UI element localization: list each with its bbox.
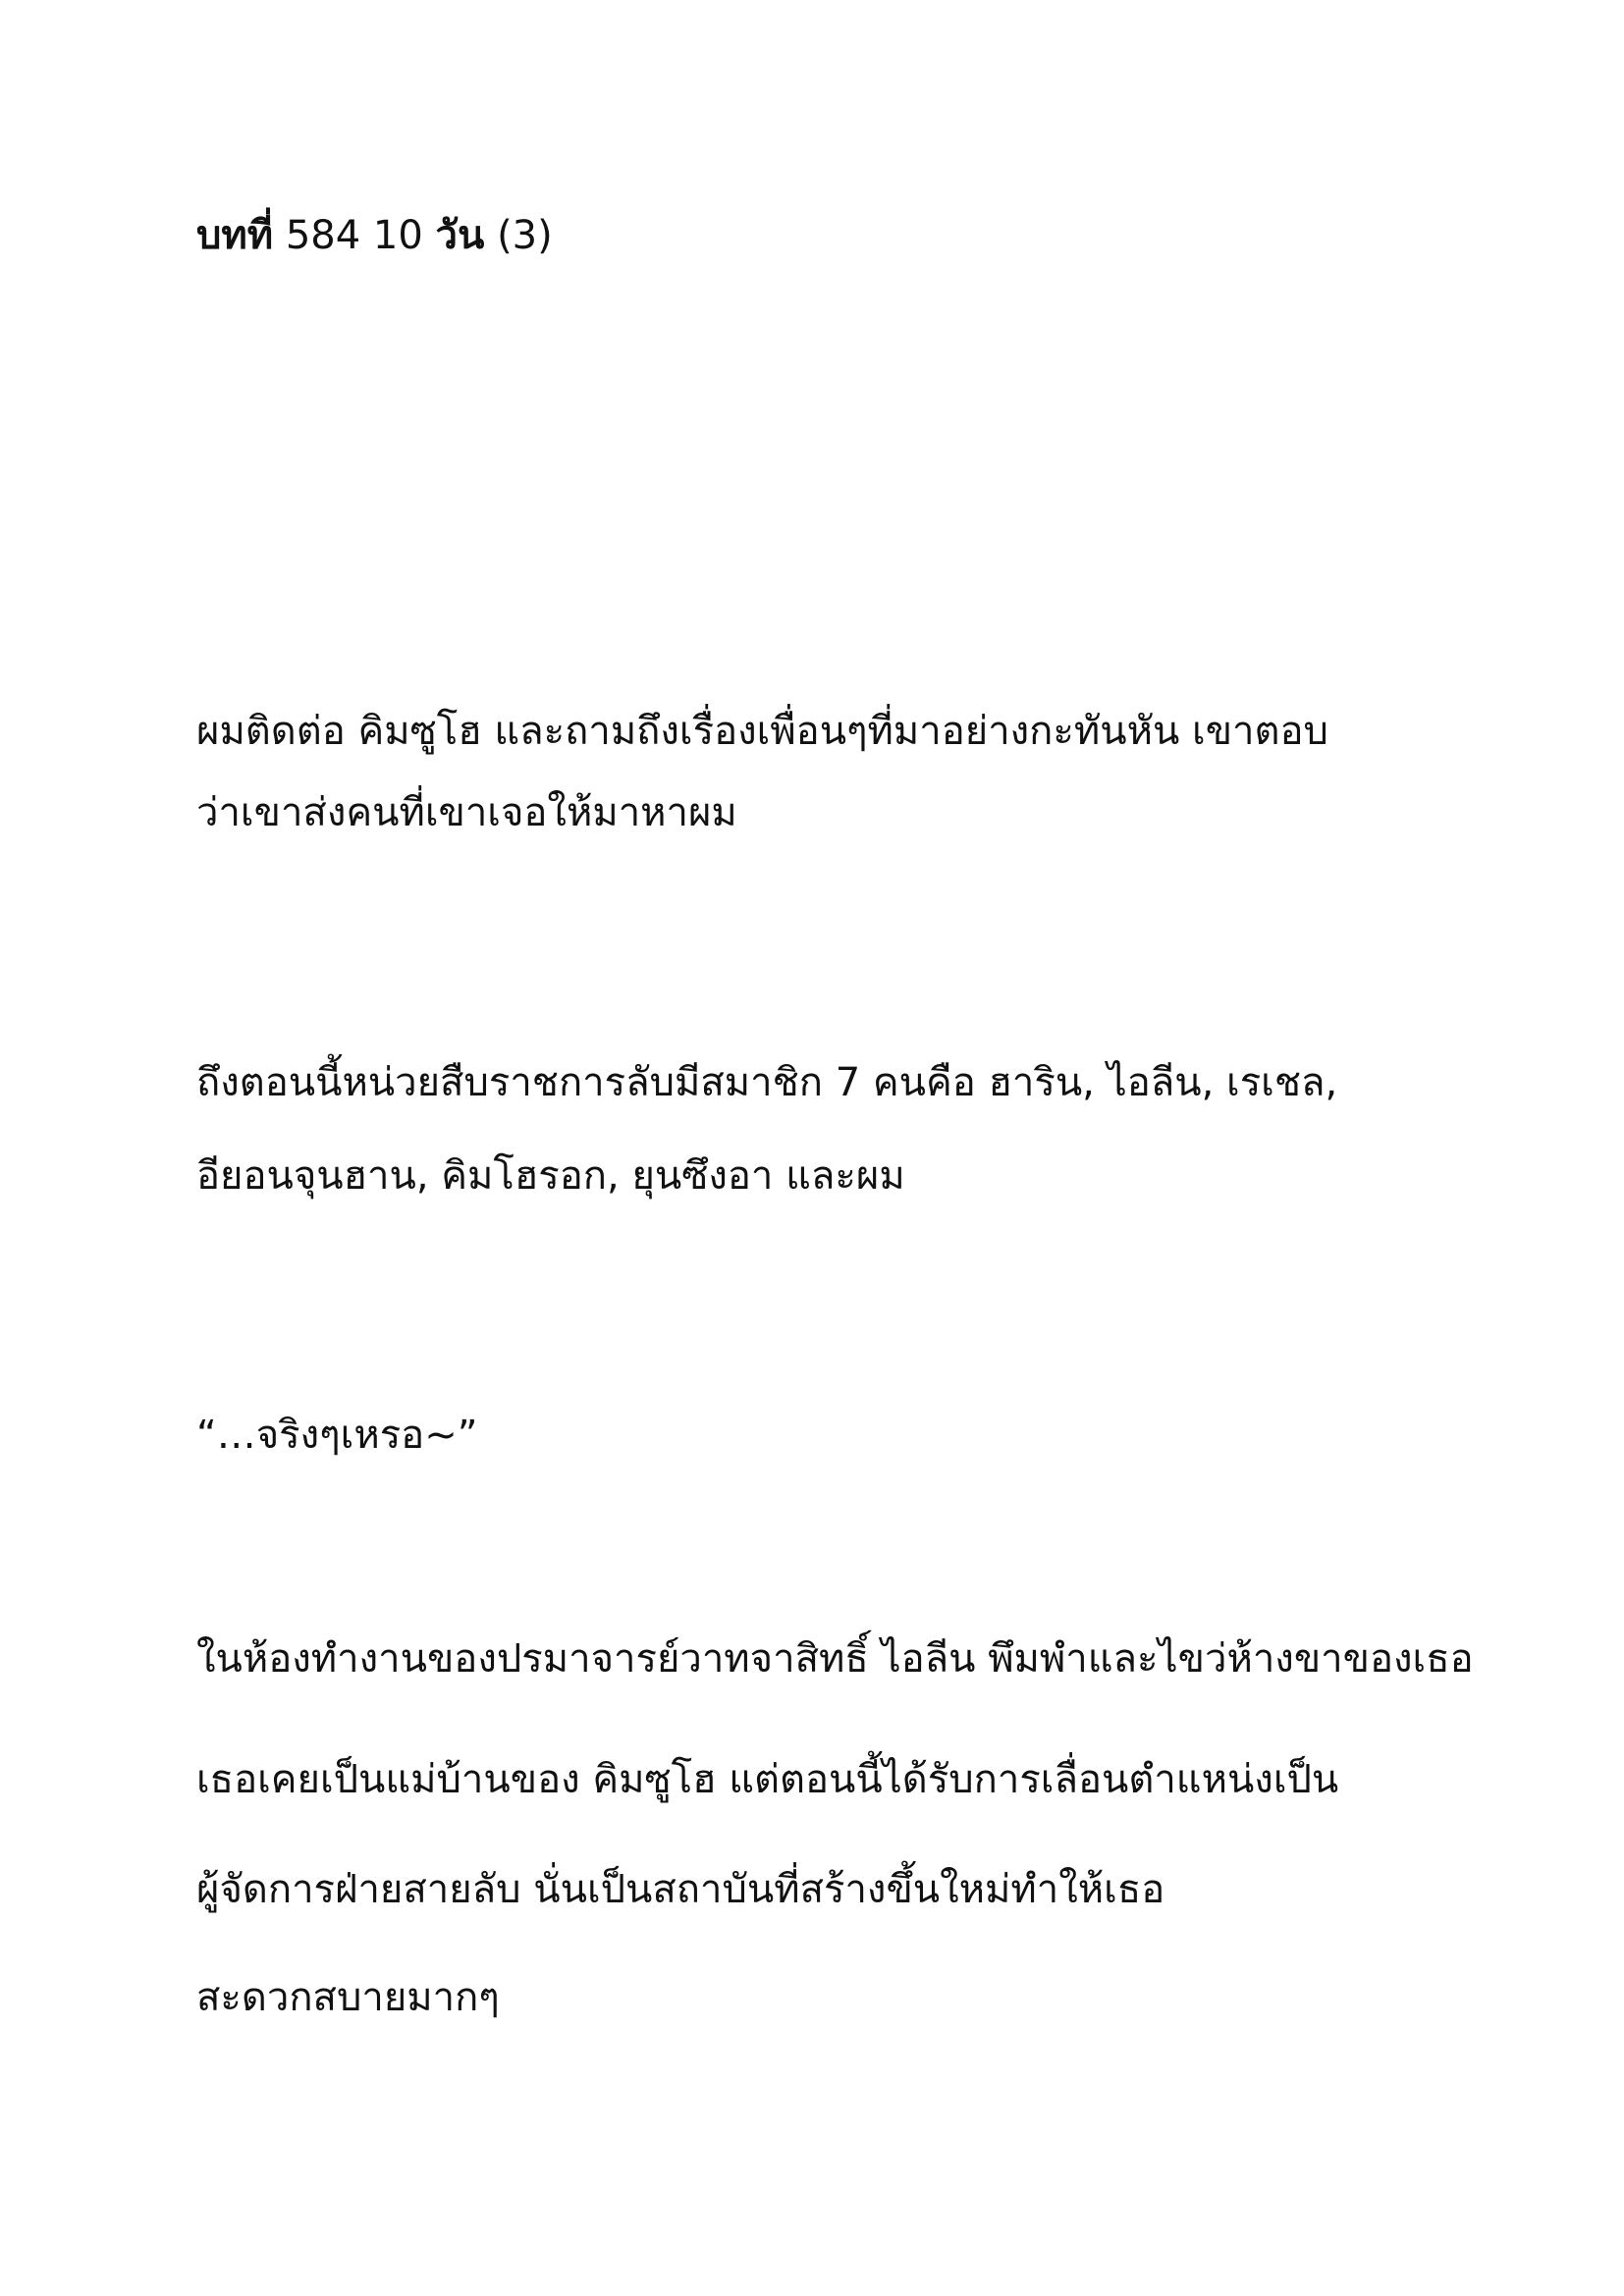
paragraph-line: อียอนจุนฮาน, คิมโฮรอก, ยุนซึงอา และผม bbox=[196, 1153, 905, 1199]
chapter-title-word: วัน bbox=[435, 213, 485, 258]
dialogue-line: “…จริงๆเหรอ~” bbox=[196, 1413, 478, 1458]
paragraph-line: ในห้องทำงานของปรมาจารย์วาทจาสิทธิ์ ไอลีน พึมพำและไขว่ห้างขาของเธอ bbox=[196, 1636, 1474, 1682]
paragraph-line: ผู้จัดการฝ่ายสายลับ นั่นเป็นสถาบันที่สร้างขึ้นใหม่ทำให้เธอ bbox=[196, 1867, 1165, 1912]
paragraph-line: ว่าเขาส่งคนที่เขาเจอให้มาหาผม bbox=[196, 790, 737, 835]
paragraph-line: เธอเคยเป็นแม่บ้านของ คิมซูโฮ แต่ตอนนี้ได้รับการเลื่อนตำแหน่งเป็น bbox=[196, 1757, 1339, 1802]
paragraph-line: ถึงตอนนี้หน่วยสืบราชการลับมีสมาชิก 7 คนคือ ฮาริน, ไอลีน, เรเชล, bbox=[196, 1060, 1338, 1105]
chapter-label: บทที่ bbox=[196, 213, 274, 258]
paragraph-line: สะดวกสบายมากๆ bbox=[196, 1975, 500, 2020]
chapter-heading bbox=[196, 206, 553, 265]
paragraph-line: ผมติดต่อ คิมซูโฮ และถามถึงเรื่องเพื่อนๆที่มาอย่างกะทันหัน เขาตอบ bbox=[196, 709, 1328, 754]
chapter-number: 584 10 bbox=[285, 213, 423, 258]
chapter-part: (3) bbox=[497, 213, 553, 258]
